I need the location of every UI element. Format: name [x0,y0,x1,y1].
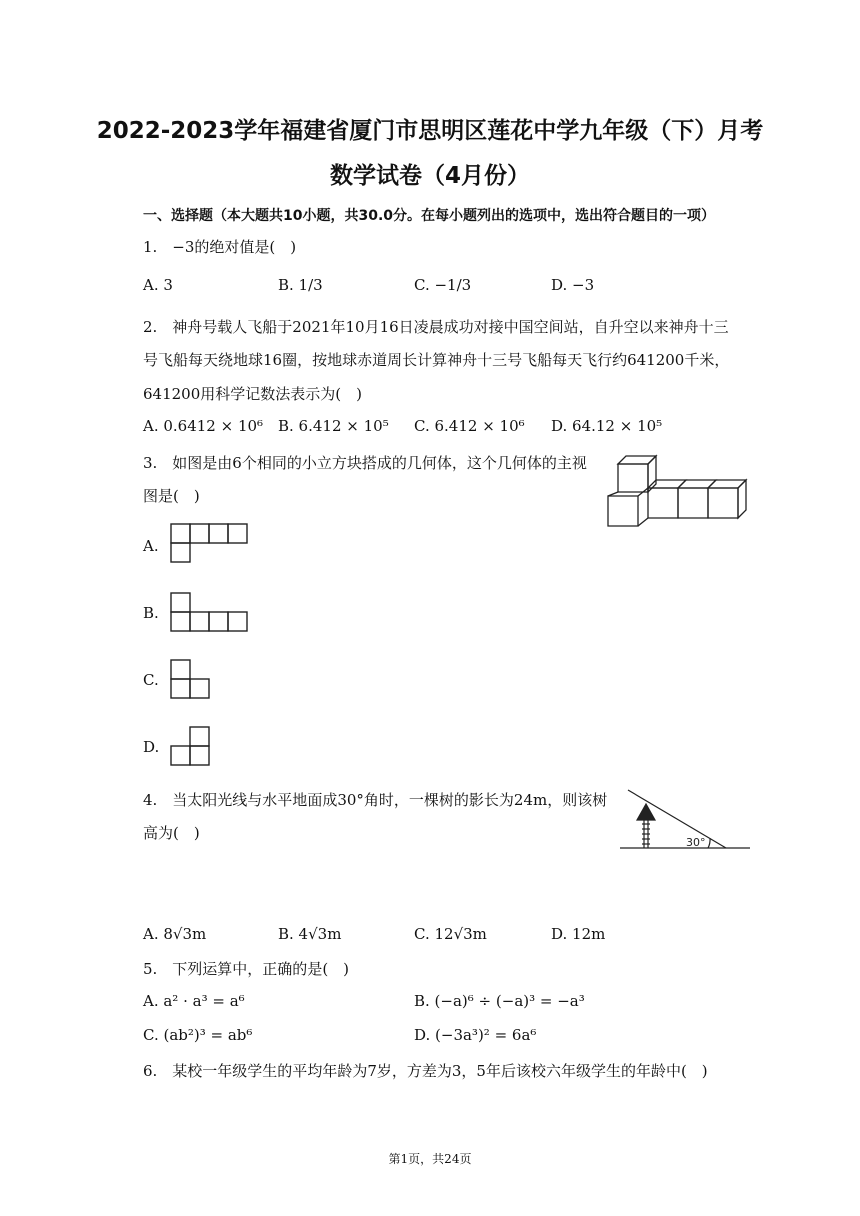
q4-option-b: B. 4√3m [278,925,342,943]
question-3-line1: 3. 如图是由6个相同的小立方块搭成的几何体，这个几何体的主视 [143,454,587,472]
question-2-line3: 641200用科学记数法表示为( ) [143,385,362,403]
q5-option-d: D. (−3a³)² = 6a⁶ [414,1026,537,1044]
q3-option-d: D. [143,738,160,756]
q2-option-b: B. 6.412 × 10⁵ [278,417,389,435]
q3-option-c: C. [143,671,159,689]
question-2-line1: 2. 神舟号载人飞船于2021年10月16日凌晨成功对接中国空间站，自升空以来神舟十三 [143,318,729,336]
q3-option-b: B. [143,604,159,622]
document-title-line1: 2022-2023学年福建省厦门市思明区莲花中学九年级（下）月考 [96,118,764,144]
q1-option-a: A. 3 [143,276,173,294]
question-4-line1: 4. 当太阳光线与水平地面成30°角时，一棵树的影长为24m，则该树 [143,791,608,809]
q3-option-a-figure [170,523,250,565]
q3-option-a: A. [143,537,159,555]
question-6-text: 6. 某校一年级学生的平均年龄为7岁，方差为3，5年后该校六年级学生的年龄中( ) [143,1062,708,1080]
question-5-text: 5. 下列运算中，正确的是( ) [143,960,350,978]
q2-option-a: A. 0.6412 × 10⁶ [143,417,264,435]
q5-option-a: A. a² · a³ = a⁶ [143,992,245,1010]
question-4-line2: 高为( ) [143,824,200,842]
q1-option-c: C. −1/3 [414,276,472,294]
question-2-line2: 号飞船每天绕地球16圈，按地球赤道周长计算神舟十三号飞船每天飞行约641200千米， [143,351,730,369]
document-title-line2: 数学试卷（4月份） [329,163,530,189]
q3-cube-figure [604,452,754,530]
page-footer: 第1页，共24页 [388,1152,472,1166]
question-1-text: 1. −3的绝对值是( ) [143,238,297,256]
q4-option-c: C. 12√3m [414,925,487,943]
q4-option-a: A. 8√3m [143,925,207,943]
q3-option-d-figure [170,726,214,768]
q1-option-d: D. −3 [551,276,595,294]
question-3-line2: 图是( ) [143,487,200,505]
q2-option-d: D. 64.12 × 10⁵ [551,417,663,435]
q2-option-c: C. 6.412 × 10⁶ [414,417,525,435]
q4-angle-label: 30° [686,836,706,849]
q4-option-d: D. 12m [551,925,606,943]
q3-option-b-figure [170,592,250,634]
q4-tree-shadow-figure [618,788,752,852]
section-heading: 一、选择题（本大题共10小题，共30.0分。在每小题列出的选项中，选出符合题目的一项） [143,208,716,224]
q5-option-b: B. (−a)⁶ ÷ (−a)³ = −a³ [414,992,585,1010]
q1-option-b: B. 1/3 [278,276,323,294]
q3-option-c-figure [170,659,214,701]
q5-option-c: C. (ab²)³ = ab⁶ [143,1026,253,1044]
